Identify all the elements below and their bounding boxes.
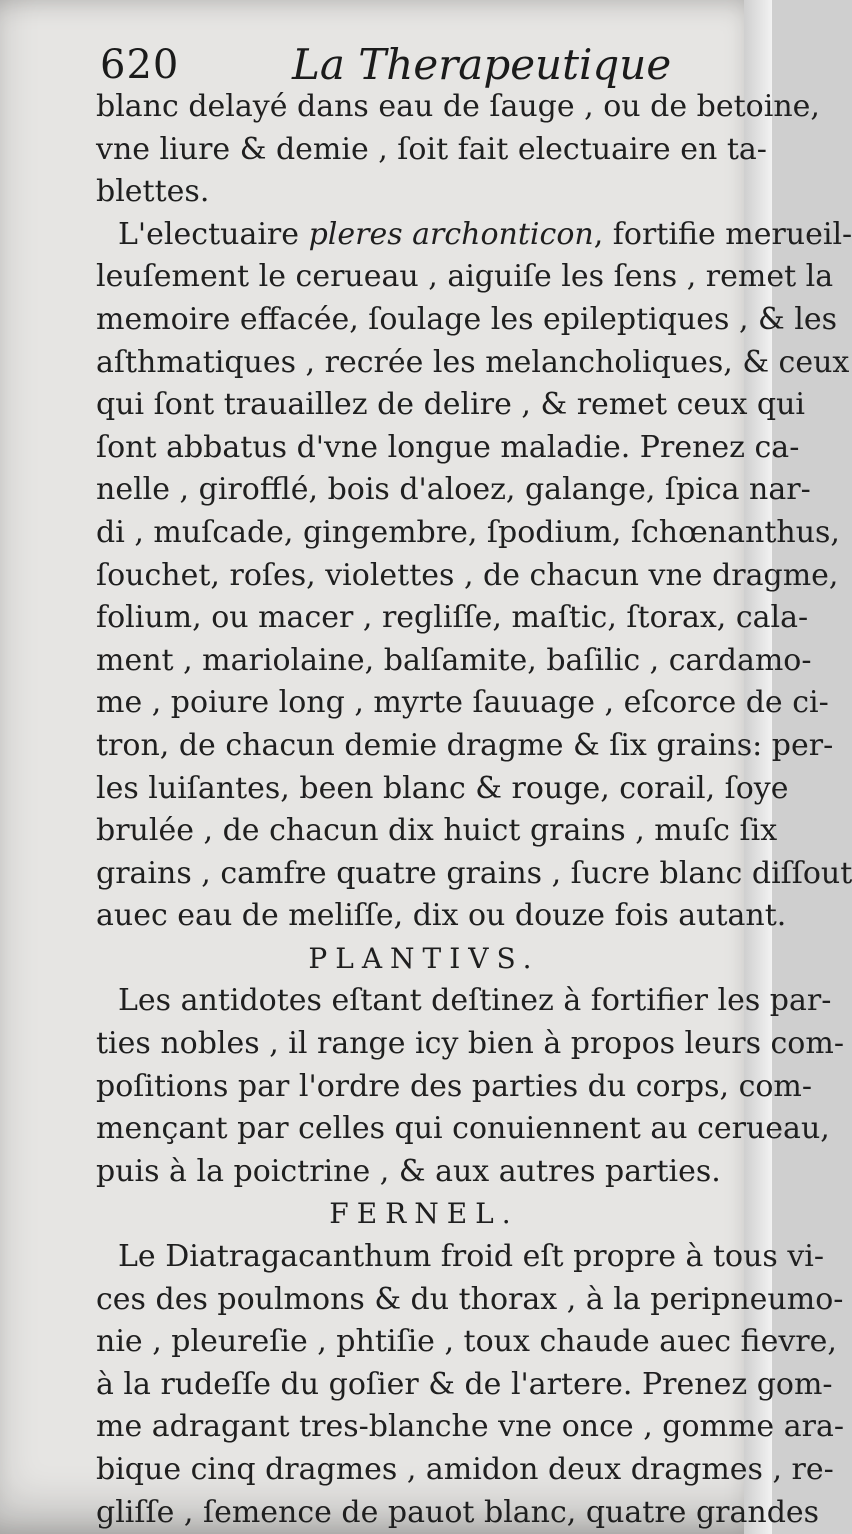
text-line xyxy=(96,1492,820,1534)
line-text: mençant par celles qui conuiennent au cerueau, xyxy=(96,1111,830,1147)
line-text: ſouchet, roſes, violettes , de chacun vne dragme, xyxy=(96,557,839,593)
text-line xyxy=(96,214,852,257)
line-text: puis à la poictrine , & aux autres parties. xyxy=(96,1153,721,1189)
section-heading xyxy=(96,938,752,981)
line-text: ties nobles , il range icy bien à propos leurs com- xyxy=(96,1026,844,1062)
line-text: ces des poulmons & du thorax , à la peripneumo- xyxy=(96,1281,844,1317)
text-line xyxy=(96,86,820,129)
text-line xyxy=(96,1236,825,1279)
text-line xyxy=(96,469,811,512)
text-line xyxy=(96,555,839,598)
line-text: ſont abbatus d'vne longue maladie. Prenez ca- xyxy=(96,429,800,465)
text-line xyxy=(96,640,812,683)
line-text: PLANTIVS. xyxy=(308,941,540,975)
page-number: 620 xyxy=(100,42,180,88)
text-line xyxy=(96,427,800,470)
text-line xyxy=(96,597,809,640)
text-line xyxy=(96,1406,844,1449)
line-text: bique cinq dragmes , amidon deux dragmes , re- xyxy=(96,1452,834,1487)
line-text: leuſement le cerueau , aiguiſe les ſens , remet la xyxy=(96,259,834,295)
line-text: FERNEL. xyxy=(329,1197,519,1231)
text-line xyxy=(96,1066,813,1109)
text-line xyxy=(96,810,778,853)
line-text: à la rudeſſe du goſier & de l'artere. Prenez gom- xyxy=(96,1366,833,1402)
text-line xyxy=(96,129,767,172)
text-line xyxy=(96,256,834,299)
italic-term: pleres archonticon xyxy=(308,216,594,252)
text-line xyxy=(96,1364,833,1407)
line-text: nie , pleureſie , phtiſie , toux chaude auec fievre, xyxy=(96,1324,837,1360)
text-line xyxy=(96,171,752,214)
line-text: blettes. xyxy=(96,174,210,210)
line-text: poſitions par l'ordre des parties du corps, com- xyxy=(96,1068,813,1104)
line-text: di , muſcade, gingembre, ſpodium, ſchœnanthus, xyxy=(96,514,840,550)
line-text: ment , mariolaine, balſamite, baſilic , cardamo- xyxy=(96,642,812,678)
line-text-continued: , fortifie merueil- xyxy=(593,216,852,252)
line-text: aſthmatiques , recrée les melancholiques, & ceux xyxy=(96,344,850,380)
line-text: blanc delayé dans eau de ſauge , ou de betoine, xyxy=(96,89,820,124)
line-text: qui ſont trauaillez de delire , & remet ceux qui xyxy=(96,387,806,423)
text-line xyxy=(96,1023,844,1066)
text-line xyxy=(96,299,838,342)
running-title: La Therapeutique xyxy=(292,40,672,89)
line-text: me adragant tres-blanche vne once , gomme ara- xyxy=(96,1409,844,1445)
line-text: gliſſe , ſemence de pauot blanc, quatre grandes xyxy=(96,1494,820,1530)
text-line xyxy=(96,1321,837,1364)
line-text: tron, de chacun demie dragme & ſix grains: per- xyxy=(96,727,834,763)
text-line xyxy=(96,853,852,896)
text-line xyxy=(96,512,840,555)
text-line xyxy=(96,725,834,768)
text-line xyxy=(96,1449,834,1492)
line-text: grains , camfre quatre grains , ſucre blanc diſſout xyxy=(96,855,852,891)
line-text: vne liure & demie , ſoit fait electuaire en ta- xyxy=(96,131,767,167)
text-line xyxy=(96,1151,752,1194)
text-line xyxy=(96,682,829,725)
line-text: Les antidotes eſtant deſtinez à fortifier les par- xyxy=(118,983,832,1019)
text-line xyxy=(96,1279,844,1322)
line-text: L'electuaire xyxy=(118,216,309,252)
text-line xyxy=(96,980,832,1023)
body-text xyxy=(96,86,852,1534)
text-line xyxy=(96,342,850,385)
line-text: auec eau de meliſſe, dix ou douze fois autant. xyxy=(96,898,787,934)
line-text: nelle , girofflé, bois d'aloez, galange, ſpica nar- xyxy=(96,472,811,508)
line-text: folium, ou macer , regliſſe, maſtic, ſtorax, cala- xyxy=(96,600,809,636)
text-line xyxy=(96,895,787,938)
line-text: memoire effacée, ſoulage les epileptiques , & les xyxy=(96,301,838,337)
line-text: brulée , de chacun dix huict grains , muſc ſix xyxy=(96,813,778,849)
text-line xyxy=(96,1108,830,1151)
text-line xyxy=(96,768,789,811)
section-heading xyxy=(96,1193,752,1236)
text-line xyxy=(96,384,806,427)
line-text: les luiſantes, been blanc & rouge, corail, ſoye xyxy=(96,770,789,806)
line-text: me , poiure long , myrte ſauuage , eſcorce de ci- xyxy=(96,685,829,721)
line-text: Le Diatragacanthum froid eſt propre à tous vi- xyxy=(118,1239,825,1275)
